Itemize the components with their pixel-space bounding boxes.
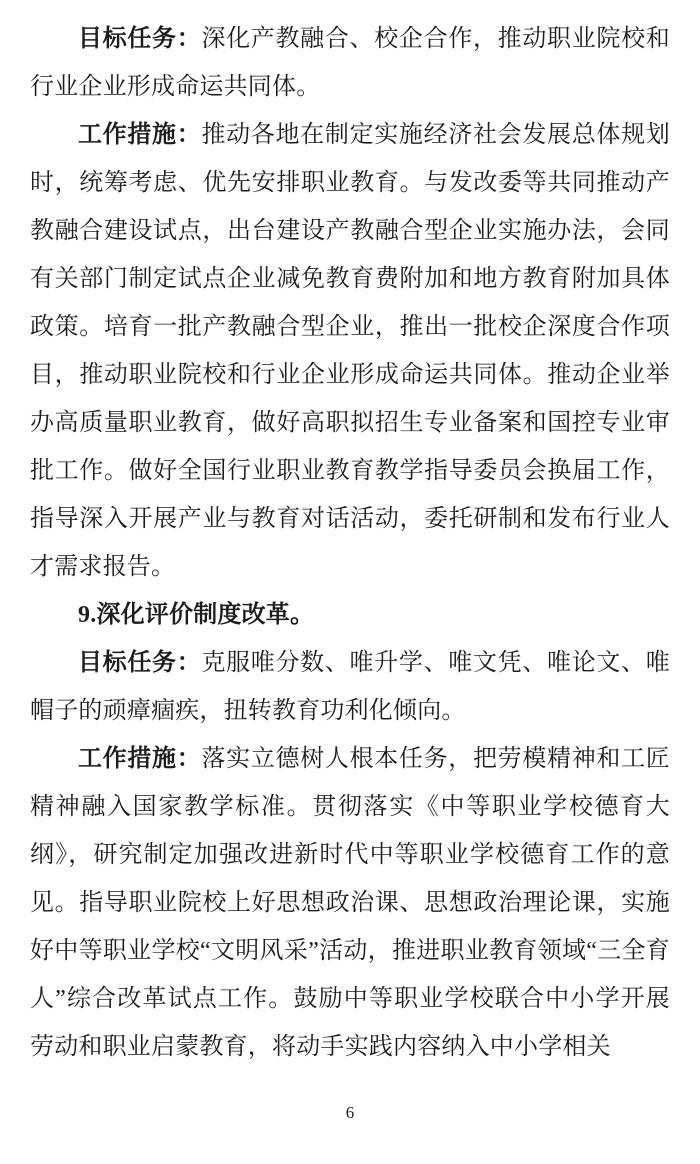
paragraph-text: 深化产教融合、校企合作，推动职业院校和行业企业形成命运共同体。 xyxy=(30,26,670,100)
paragraph-text: 克服唯分数、唯升学、唯文凭、唯论文、唯帽子的顽瘴痼疾，扭转教育功利化倾向。 xyxy=(30,650,670,724)
paragraph-text: 推动各地在制定实施经济社会发展总体规划时，统筹考虑、优先安排职业教育。与发改委等共同推动产教融合建设试点，出台建设产教融合型企业实施办法，会同有关部门制定试点企业减免教育费附加和地方教育附加具体政策。培育一批产教融合型企业，推出一批校企深度合作项目，推动职业院校和行业企业形成命运共同体。推动企业举办高质量职业教育，做好高职拟招生专业备案和国控专业审批工作。做好全国行业职业教育教学指导委员会换届工作，指导深入开展产业与教育对话活动，委托研制和发布行业人才需求报告。 xyxy=(30,122,670,580)
paragraph-measures-2 xyxy=(30,735,670,1071)
paragraph-lead: 工作措施： xyxy=(78,121,202,148)
document-body xyxy=(30,15,670,1071)
paragraph-measures-1 xyxy=(30,111,670,591)
page-number: 6 xyxy=(345,1103,355,1122)
paragraph-goal-2 xyxy=(30,639,670,735)
paragraph-lead: 工作措施： xyxy=(78,745,202,772)
paragraph-text: 落实立德树人根本任务，把劳模精神和工匠精神融入国家教学标准。贯彻落实《中等职业学校德育大纲》，研究制定加强改进新时代中等职业学校德育工作的意见。指导职业院校上好思想政治课、思想政治理论课，实施好中等职业学校“文明风采”活动，推进职业教育领域“三全育人”综合改革试点工作。鼓励中等职业学校联合中小学开展劳动和职业启蒙教育，将动手实践内容纳入中小学相关 xyxy=(30,746,670,1060)
section-heading-9: 9.深化评价制度改革。 xyxy=(78,602,315,628)
paragraph-goal-1 xyxy=(30,15,670,111)
paragraph-lead: 目标任务： xyxy=(78,649,202,676)
paragraph-lead: 目标任务： xyxy=(78,25,202,52)
